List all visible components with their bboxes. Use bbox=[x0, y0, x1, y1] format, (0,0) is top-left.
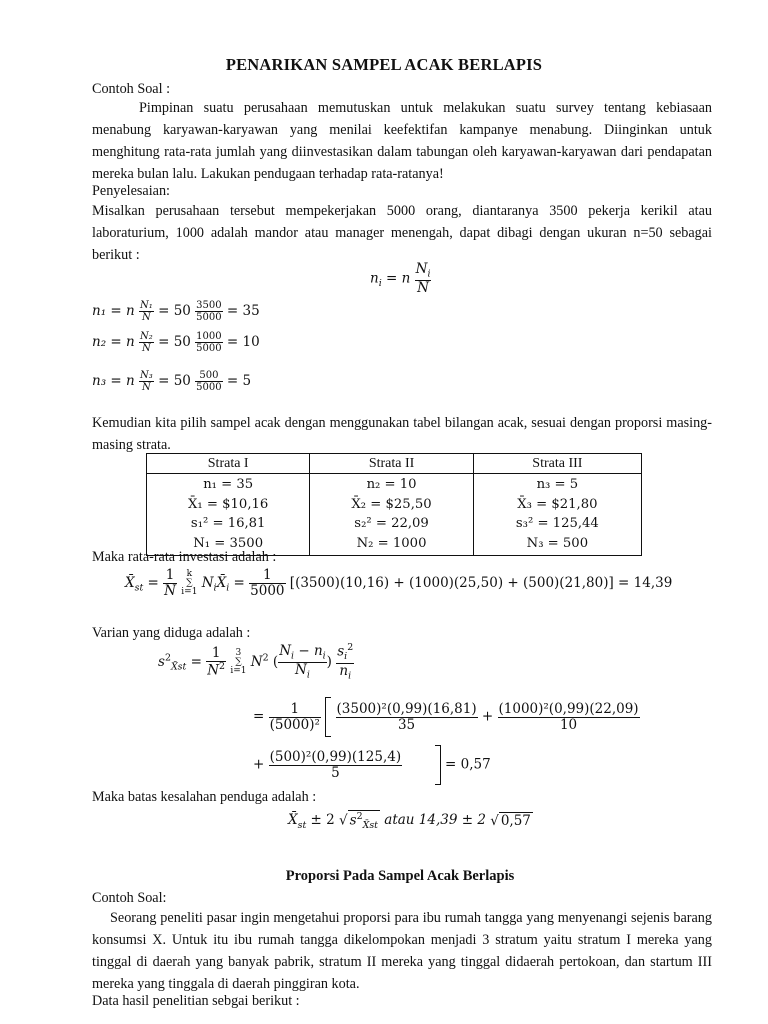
section-title-proporsi: Proporsi Pada Sampel Acak Berlapis bbox=[285, 868, 515, 884]
solution-label: Penyelesaian: bbox=[92, 183, 171, 199]
strata-table bbox=[146, 453, 642, 556]
data-label: Data hasil penelitian sebgai berikut : bbox=[92, 993, 300, 1009]
problem-2-paragraph: Seorang peneliti pasar ingin mengetahui proporsi para ibu rumah tangga yang menyenangi sejenis barang konsumsi X. Untuk itu ibu rumah tangga dikelompokan menjadi 3 stratum yaitu stratum I mereka yang tinggal di daerah yang banyak pabrik, stratum II mereka yang tinggal didaerah pertokoan, dan startum III mereka yang tinggala di daerah pinggiran kota. bbox=[92, 910, 712, 992]
variance-formula-result: + $\frac{\text{(500)²(0,99)(125,4)}}{5}$ = 0,57 bbox=[253, 745, 491, 785]
table-cell: n₂ = 10 X̄₂ = $25,50 s₂² = 22,09 N₂ = 1000 bbox=[310, 474, 473, 556]
contoh-soal-label: Contoh Soal : bbox=[92, 81, 171, 97]
variance-formula-substitution: = $\frac{1}{\text{(5000)²}}$ $\frac{\text{(3500)²(0,99)(16,81)}}{35}$ + $\frac{\text{(1000)²(0,99)(22,09)}}{10}$ bbox=[253, 697, 640, 737]
problem-paragraph: Pimpinan suatu perusahaan memutuskan untuk melakukan suatu survey tentang kebiasaan menabung karyawan-karyawan yang menilai keefektifan kampanye menabung. Diinginkan untuk menghitung rata-rata jumlah yang diinvestasikan dalam tabungan oleh karyawan-karyawan dari pendapatan mereka bulan lalu. Lakukan pendugaan terhadap rata-ratanya! bbox=[92, 100, 712, 182]
after-allocation-paragraph: Kemudian kita pilih sampel acak dengan menggunakan tabel bilangan acak, sesuai dengan proporsi masing-masing strata. bbox=[92, 415, 712, 453]
table-header-cell: Strata III bbox=[473, 454, 641, 474]
alloc-label: n₁ bbox=[92, 303, 107, 319]
solution-paragraph: Misalkan perusahaan tersebut mempekerjakan 5000 orang, diantaranya 3500 pekerja kerikil atau laboraturium, 1000 adalah mandor atau manager menengah, dapat dibagi dengan ukuran n=50 sebagai berikut : bbox=[92, 203, 712, 263]
allocation-row-2: n₂ = n $\frac{\text{N₂}}{N}$ = 50 $\frac{1000}{5000}$ = 10 bbox=[92, 331, 260, 354]
contoh-soal-2-label: Contoh Soal: bbox=[92, 890, 167, 906]
mean-label: Maka rata-rata investasi adalah : bbox=[92, 549, 277, 565]
table-cell: n₃ = 5 X̄₃ = $21,80 s₃² = 125,44 N₃ = 500 bbox=[473, 474, 641, 556]
table-row bbox=[147, 474, 642, 556]
stratified-mean-formula: $X̄_{st}$ = $\frac{1}{N}$ k ∑ i=1 $N_iX̄_i$ = $\frac{1}{5000}$ [(3500)(10,16) + (1000)(25,50) + (500)(21,80)] = 14,39 bbox=[125, 567, 673, 599]
table-header-cell: Strata II bbox=[310, 454, 473, 474]
table-header-cell: Strata I bbox=[147, 454, 310, 474]
error-bound-formula: $X̄_{st} \pm 2$ √ $s^2_{X̄st}$ atau 14,39 ± 2 √ 0,57 bbox=[288, 811, 531, 832]
table-cell: n₁ = 35 X̄₁ = $10,16 s₁² = 16,81 N₁ = 3500 bbox=[147, 474, 310, 556]
table-header-row bbox=[147, 454, 642, 474]
variance-label: Varian yang diduga adalah : bbox=[92, 625, 251, 641]
allocation-row-3: n₃ = n $\frac{\text{N₃}}{N}$ = 50 $\frac{500}{5000}$ = 5 bbox=[92, 370, 252, 393]
allocation-general-formula: $n_i = n$ $\frac{N_i}{N}$ bbox=[370, 261, 431, 297]
variance-formula-definition: $s^2_{X̄st}$ = $\frac{1}{N^2}$ 3 ∑ i=1 $N^2$ ( $\frac{N_i - n_i}{N_i}$ ) $\frac{s_i^2}{n_i}$ bbox=[158, 642, 354, 682]
allocation-row-1: n₁ = n $\frac{\text{N₁}}{N}$ = 50 $\frac{3500}{5000}$ = 35 bbox=[92, 300, 260, 323]
page-title: PENARIKAN SAMPEL ACAK BERLAPIS bbox=[225, 55, 543, 74]
bound-label: Maka batas kesalahan penduga adalah : bbox=[92, 789, 317, 805]
